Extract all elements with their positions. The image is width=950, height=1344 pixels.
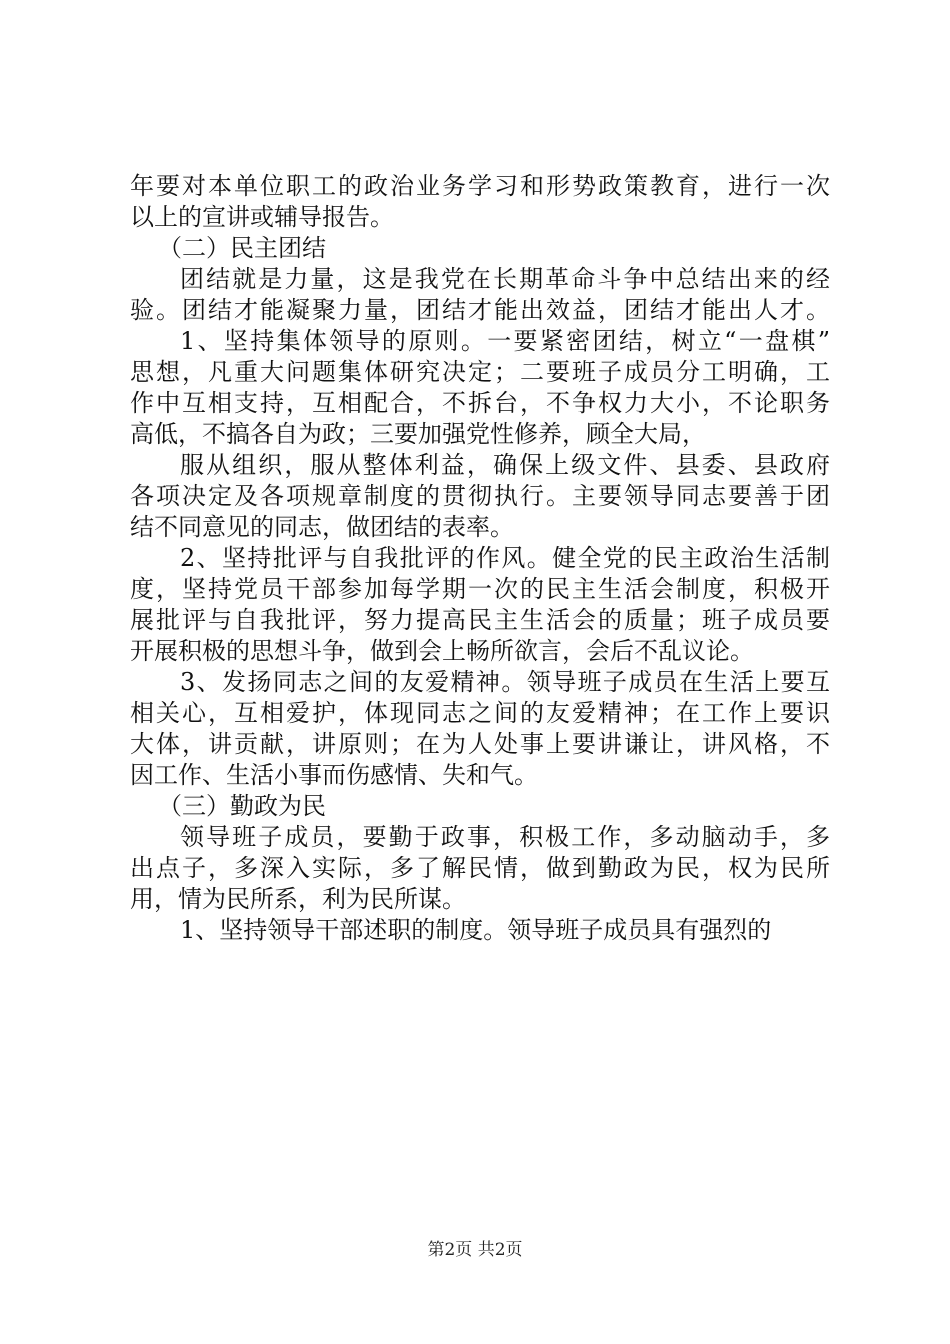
text-line: 出点子，多深入实际，多了解民情，做到勤政为民，权为民所 (130, 854, 830, 882)
text-line: 相关心，互相爱护，体现同志之间的友爱精神；在工作上要识 (130, 699, 830, 727)
text-line: 高低，不搞各自为政；三要加强党性修养，顾全大局， (130, 420, 706, 448)
text-line: 展批评与自我批评，努力提高民主生活会的质量；班子成员要 (130, 606, 830, 634)
page-footer: 第2页 共2页 (427, 1240, 523, 1260)
text-line: 用，情为民所系，利为民所谋。 (130, 885, 466, 913)
text-line: 2、坚持批评与自我批评的作风。健全党的民主政治生活制 (180, 544, 830, 572)
text-line: 大体，讲贡献，讲原则；在为人处事上要讲谦让，讲风格，不 (130, 730, 830, 758)
section-heading: （三）勤政为民 (158, 792, 326, 820)
text-line: 1、坚持领导干部述职的制度。领导班子成员具有强烈的 (180, 916, 772, 944)
text-line: 开展积极的思想斗争，做到会上畅所欲言，会后不乱议论。 (130, 637, 754, 665)
text-line: 度，坚持党员干部参加每学期一次的民主生活会制度，积极开 (130, 575, 830, 603)
text-line: 思想，凡重大问题集体研究决定；二要班子成员分工明确，工 (130, 358, 830, 386)
text-line: 各项决定及各项规章制度的贯彻执行。主要领导同志要善于团 (130, 482, 830, 510)
text-line: 验。团结才能凝聚力量，团结才能出效益，团结才能出人才。 (130, 296, 830, 324)
document-body (130, 171, 830, 946)
text-line: 作中互相支持，互相配合，不拆台，不争权力大小，不论职务 (130, 389, 830, 417)
text-line: 团结就是力量，这是我党在长期革命斗争中总结出来的经 (180, 265, 830, 293)
text-line: 领导班子成员，要勤于政事，积极工作，多动脑动手，多 (180, 823, 830, 851)
text-line: 以上的宣讲或辅导报告。 (130, 203, 394, 231)
text-line: 年要对本单位职工的政治业务学习和形势政策教育，进行一次 (130, 172, 830, 200)
text-line: 服从组织，服从整体利益，确保上级文件、县委、县政府 (180, 451, 830, 479)
text-line: 因工作、生活小事而伤感情、失和气。 (130, 761, 538, 789)
section-heading: （二）民主团结 (158, 234, 326, 262)
text-line: 3、发扬同志之间的友爱精神。领导班子成员在生活上要互 (180, 668, 830, 696)
text-line: 结不同意见的同志，做团结的表率。 (130, 513, 514, 541)
text-line: 1、坚持集体领导的原则。一要紧密团结，树立“一盘棋” (180, 327, 830, 355)
